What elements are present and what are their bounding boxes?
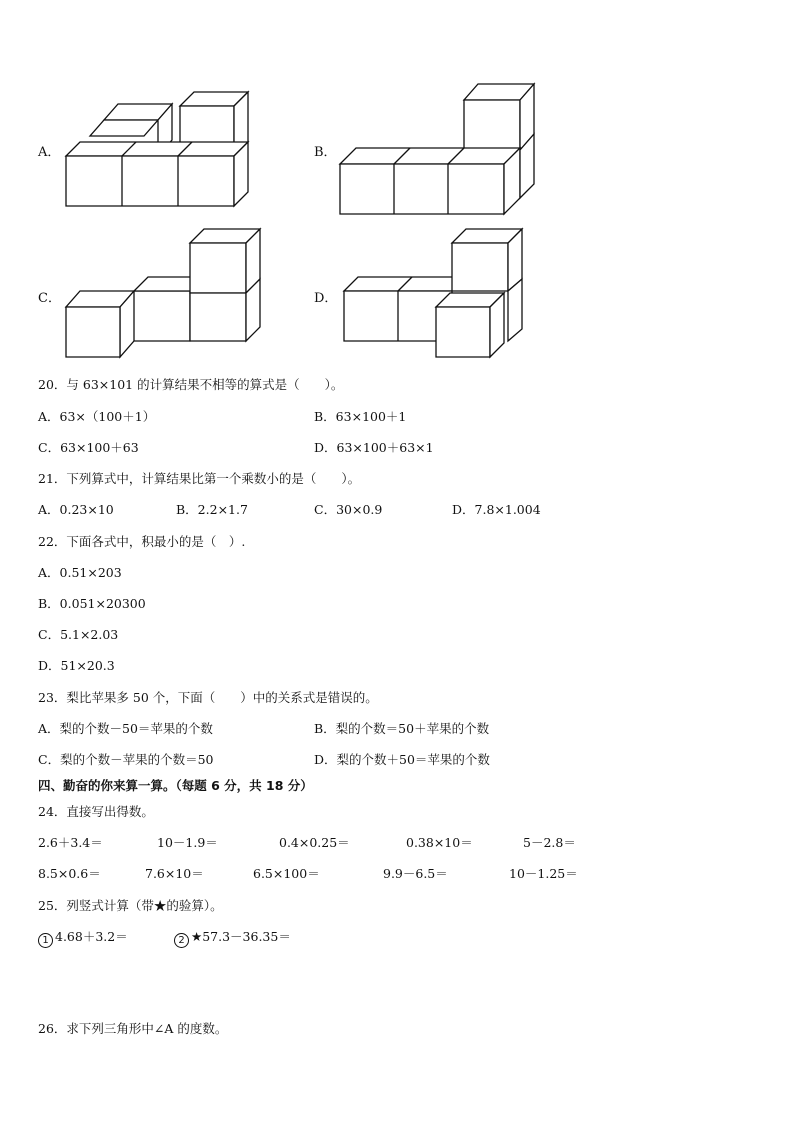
option-label-a: A． bbox=[38, 145, 61, 160]
q22-option-a[interactable]: A．0.51×203 bbox=[38, 565, 122, 580]
option-label-c: C． bbox=[38, 291, 61, 306]
q22-option-c[interactable]: C．5.1×2.03 bbox=[38, 627, 119, 642]
q22-option-d[interactable]: D．51×20.3 bbox=[38, 658, 115, 673]
question-21-stem: 21．下列算式中，计算结果比第一个乘数小的是（ ）。 bbox=[38, 471, 361, 486]
q25-item-1-text: 4.68＋3.2＝ bbox=[55, 929, 128, 944]
q24-row2-item3: 6.5×100＝ bbox=[253, 866, 320, 881]
q21-option-a[interactable]: A．0.23×10 bbox=[38, 502, 114, 517]
q22-option-b[interactable]: B．0.051×20300 bbox=[38, 596, 146, 611]
cube-stack-b-top bbox=[464, 84, 534, 150]
q25-item-2 bbox=[174, 927, 291, 948]
q24-row2-item1: 8.5×0.6＝ bbox=[38, 866, 101, 881]
question-25-stem: 25．列竖式计算（带★的验算）。 bbox=[38, 898, 223, 913]
cube-figure-a bbox=[60, 90, 260, 215]
q25-item-2-text: ★57.3－36.35＝ bbox=[191, 929, 291, 944]
q21-option-d[interactable]: D．7.8×1.004 bbox=[452, 502, 541, 517]
cube-row-a-bottom bbox=[66, 142, 248, 206]
q23-option-b[interactable]: B．梨的个数＝50＋苹果的个数 bbox=[314, 721, 490, 736]
option-label-d: D． bbox=[314, 291, 338, 306]
circled-number-1: 1 bbox=[38, 933, 53, 948]
q23-option-c[interactable]: C．梨的个数－苹果的个数＝50 bbox=[38, 752, 214, 767]
q24-row1-item5: 5－2.8＝ bbox=[523, 835, 576, 850]
q20-option-b[interactable]: B．63×100＋1 bbox=[314, 409, 407, 424]
q20-option-c[interactable]: C．63×100＋63 bbox=[38, 440, 139, 455]
q21-option-c[interactable]: C．30×0.9 bbox=[314, 502, 383, 517]
cube-figure-d bbox=[338, 225, 538, 365]
question-26-stem: 26．求下列三角形中∠A 的度数。 bbox=[38, 1021, 228, 1036]
q21-option-b[interactable]: B．2.2×1.7 bbox=[176, 502, 248, 517]
section-4-heading: 四、勤奋的你来算一算。（每题 6 分，共 18 分） bbox=[38, 778, 313, 793]
cube-front-d bbox=[436, 293, 504, 357]
q24-row1-item3: 0.4×0.25＝ bbox=[279, 835, 350, 850]
q25-item-1 bbox=[38, 927, 128, 948]
q20-option-a[interactable]: A．63×（100＋1） bbox=[38, 409, 156, 424]
circled-number-2: 2 bbox=[174, 933, 189, 948]
question-20-stem: 20．与 63×101 的计算结果不相等的算式是（ ）。 bbox=[38, 377, 344, 392]
cube-figure-b bbox=[336, 80, 546, 220]
q24-row2-item5: 10－1.25＝ bbox=[509, 866, 578, 881]
cube-row-c bbox=[66, 277, 204, 357]
question-23-stem: 23．梨比苹果多 50 个，下面（ ）中的关系式是错误的。 bbox=[38, 690, 378, 705]
q24-row1-item2: 10－1.9＝ bbox=[157, 835, 218, 850]
option-label-b: B． bbox=[314, 145, 337, 160]
cube-figure-c bbox=[60, 225, 270, 365]
q24-row1-item4: 0.38×10＝ bbox=[406, 835, 473, 850]
cube-stack-c bbox=[190, 229, 260, 341]
question-22-stem: 22．下面各式中，积最小的是（ ）. bbox=[38, 534, 246, 549]
q24-row2-item2: 7.6×10＝ bbox=[145, 866, 204, 881]
q20-option-d[interactable]: D．63×100＋63×1 bbox=[314, 440, 434, 455]
q24-row1-item1: 2.6＋3.4＝ bbox=[38, 835, 103, 850]
q23-option-a[interactable]: A．梨的个数－50＝苹果的个数 bbox=[38, 721, 213, 736]
question-24-stem: 24．直接写出得数。 bbox=[38, 804, 154, 819]
q23-option-d[interactable]: D．梨的个数＋50＝苹果的个数 bbox=[314, 752, 490, 767]
q24-row2-item4: 9.9－6.5＝ bbox=[383, 866, 448, 881]
